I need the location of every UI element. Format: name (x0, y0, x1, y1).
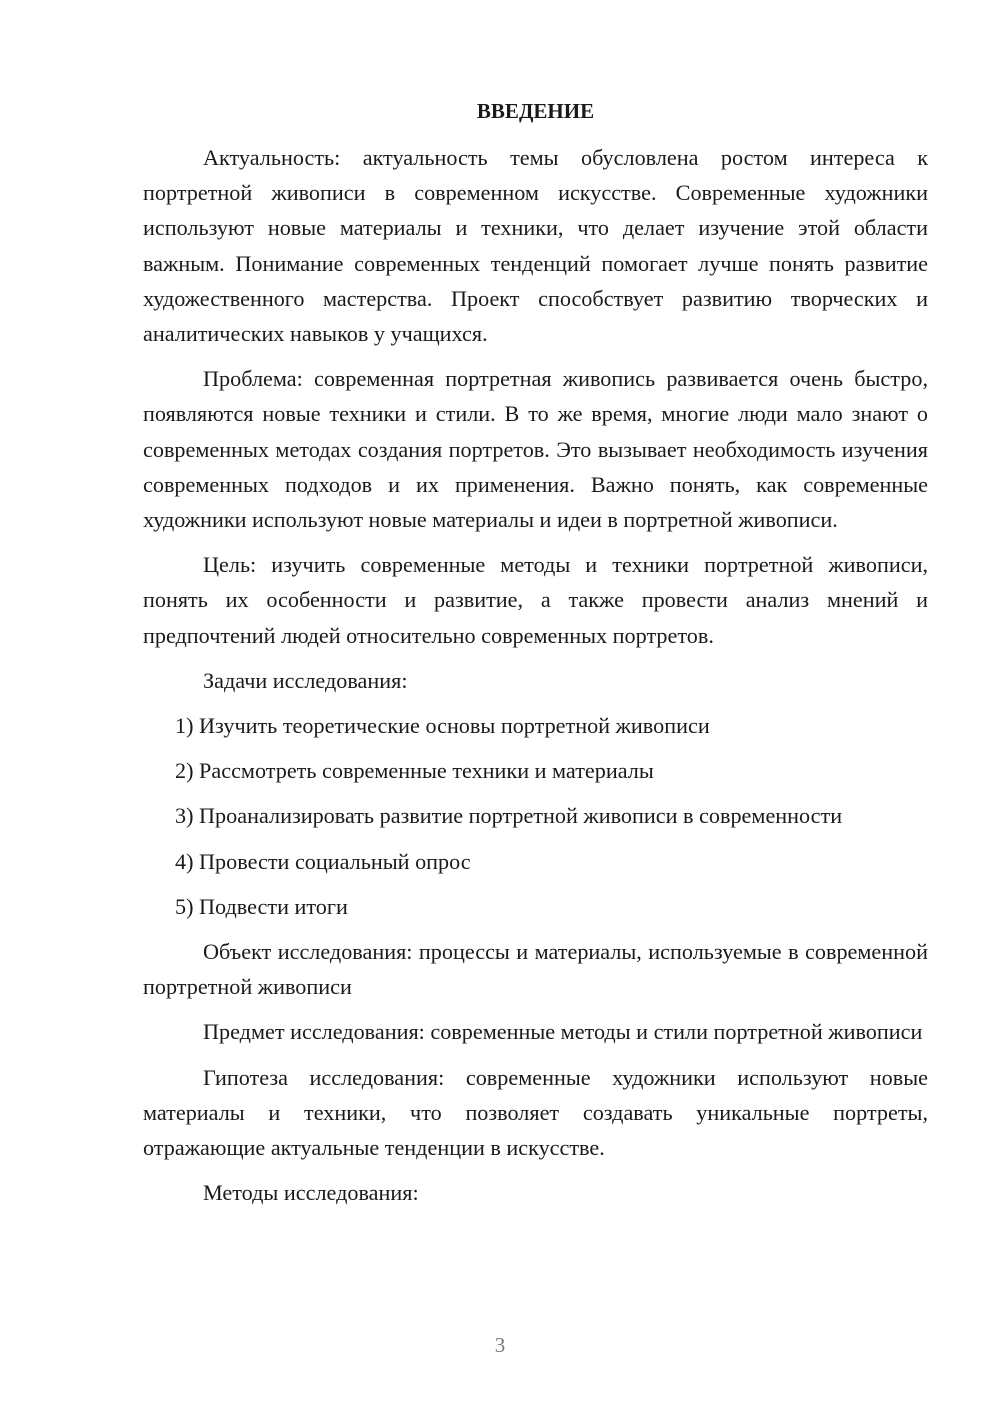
relevance-paragraph: Актуальность: актуальность темы обусловлена ростом интереса к портретной живописи в современном искусстве. Современные художники используют новые материалы и техники, что делает изучение этой области важным. Понимание современных тенденций помогает лучше понять развитие художественного мастерства. Проект способствует развитию творческих и аналитических навыков у учащихся. (143, 145, 928, 347)
tasks-heading: Задачи исследования: (203, 667, 408, 693)
methods-heading: Методы исследования: (203, 1180, 419, 1206)
task-item: 2) Рассмотреть современные техники и материалы (175, 758, 654, 784)
document-page (143, 96, 928, 1220)
subject-paragraph: Предмет исследования: современные методы и стили портретной живописи (203, 1019, 923, 1045)
task-item: 5) Подвести итоги (175, 893, 348, 919)
page-number: 3 (494, 1333, 506, 1357)
hypothesis-paragraph: Гипотеза исследования: современные художники используют новые материалы и техники, что позволяет создавать уникальные портреты, отражающие актуальные тенденции в искусстве. (143, 1064, 928, 1161)
tasks-list (143, 708, 928, 924)
goal-paragraph: Цель: изучить современные методы и техники портретной живописи, понять их особенности и развитие, а также провести анализ мнений и предпочтений людей относительно современных портретов. (143, 552, 928, 648)
problem-paragraph: Проблема: современная портретная живопись развивается очень быстро, появляются новые техники и стили. В то же время, многие люди мало знают о современных методах создания портретов. Это вызывает необходимость изучения современных подходов и их применения. Важно понять, как современные художники используют новые материалы и идеи в портретной живописи. (143, 366, 928, 533)
task-item: 4) Провести социальный опрос (175, 848, 471, 874)
task-item: 1) Изучить теоретические основы портретной живописи (175, 713, 710, 739)
document-title: ВВЕДЕНИЕ (476, 99, 595, 123)
object-paragraph: Объект исследования: процессы и материалы, используемые в современной портретной живописи (143, 939, 928, 1000)
task-item: 3) Проанализировать развитие портретной живописи в современности (175, 803, 843, 829)
